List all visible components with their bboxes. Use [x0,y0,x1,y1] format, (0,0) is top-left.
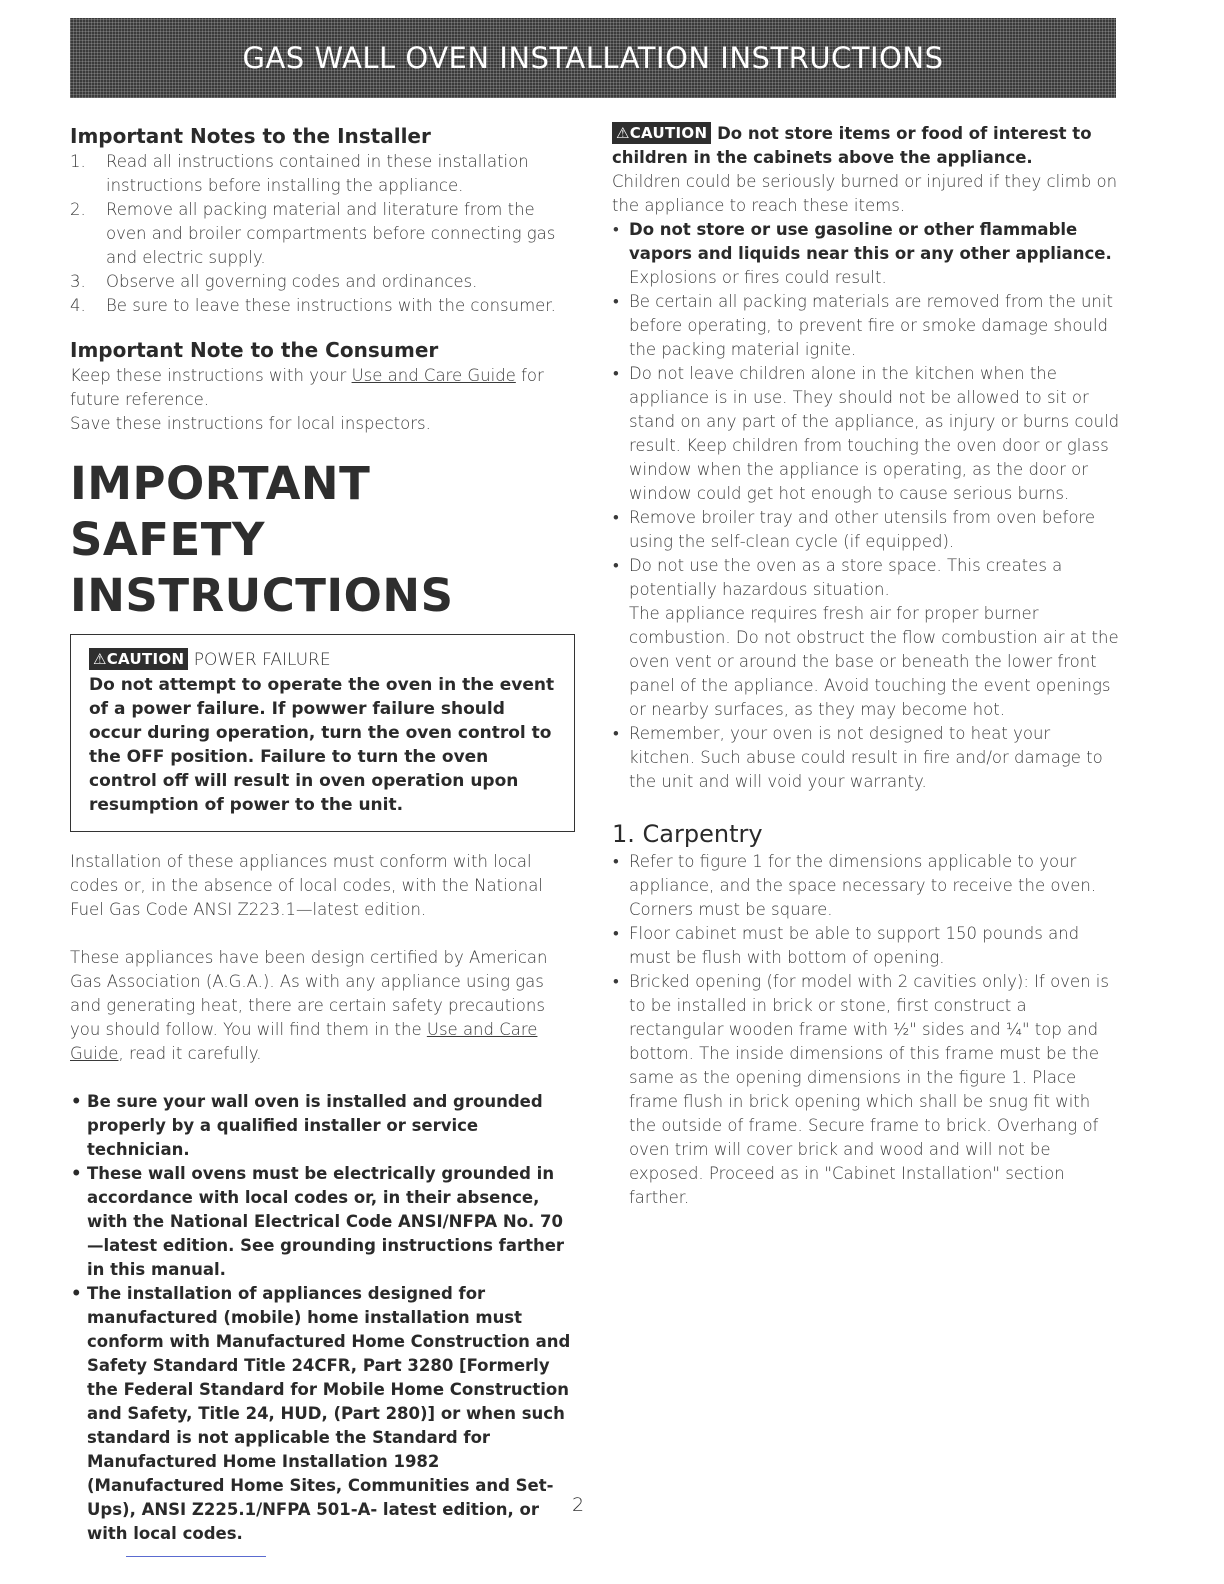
consumer-note-heading: Important Note to the Consumer [70,338,439,362]
bullet-icon: • [613,364,619,383]
list-item: • Do not leave children alone in the kitchen when the appliance is in use. They should not be allowed to sit or stand on any part of the appliance, as injury or burns could result. Keep children from touching the oven door or glass window when the appliance is operating, as the door or window could get hot enough to cause serious burns. [613,364,1120,503]
list-item: • Do not store or use gasoline or other flammable vapors and liquids near this or any other appliance. Explosions or fires could result. [613,220,1112,287]
certification-paragraph: These appliances have been design certified by American Gas Association (A.G.A.). As with any appliance using gas and generating heat, there are certain safety precautions you should follow. You will find them in the Use and Care Guide, read it carefully. [70,948,548,1063]
cabinet-caution-text: Children could be seriously burned or injured if they climb on the appliance to reach these items. [612,172,1118,215]
consumer-note-text: Keep these instructions with your Use and Care Guide for future reference. [70,366,544,409]
combustion-air-paragraph: The appliance requires fresh air for proper burner combustion. Do not obstruct the flow combustion air at the oven vent or around the base or beneath the lower front panel of the appliance. Avoid touching the event openings or nearby surfaces, as they may become hot. [629,604,1119,719]
list-item: • Bricked opening (for model with 2 cavities only): If oven is to be installed in brick or stone, first construct a rectangular wooden frame with ½" sides and ¼" top and bottom. The inside dimensions of this frame must be the same as the opening dimensions in the figure 1. Place frame flush in brick opening which shall be snug fit with the outside of frame. Secure frame to brick. Overhang of oven trim will cover brick and wood and will not be exposed. Proceed as in "Cabinet Installation" section farther. [613,972,1109,1207]
page-number: 2 [572,1494,585,1516]
list-item: • Be sure your wall oven is installed and grounded properly by a qualified installer or service technician. [71,1092,543,1159]
installation-paragraph: Installation of these appliances must conform with local codes or, in the absence of local codes, with the National Fuel Gas Code ANSI Z223.1—latest edition. [70,852,543,919]
bullet-icon: • [613,724,619,743]
bullet-icon: • [71,1284,82,1303]
consumer-note-save-text: Save these instructions for local inspectors. [70,414,431,433]
footer-rule [126,1556,266,1557]
list-item: • Refer to figure 1 for the dimensions applicable to your appliance, and the space necessary to receive the oven. Corners must be square. [613,852,1097,919]
bullet-icon: • [613,220,619,239]
bullet-icon: • [613,292,619,311]
power-failure-text: Do not attempt to operate the oven in the event of a power failure. If powwer failure should occur during operation, turn the oven control to the OFF position. Failure to turn the oven control off will result in oven operation upon resumption of power to the unit. [89,675,555,815]
warning-icon: ⚠ [93,650,107,668]
bullet-icon: • [71,1164,82,1183]
left-column [70,122,575,1546]
precaution-bullet-list [612,218,1120,794]
document-title: GAS WALL OVEN INSTALLATION INSTRUCTIONS [242,41,944,75]
list-item: • These wall ovens must be electrically grounded in accordance with local codes or, in their absence, with the National Electrical Code ANSI/NFPA No. 70—latest edition. See grounding instructions farther in this manual. [71,1164,565,1279]
carpentry-heading: 1. Carpentry [612,820,763,848]
list-item: 4. Be sure to leave these instructions with the consumer. [70,296,556,315]
caution-badge: ⚠CAUTION [612,122,711,144]
installer-notes-list [70,150,575,318]
use-and-care-guide-link[interactable]: Use and Care Guide [70,1020,538,1063]
cabinet-caution: ⚠CAUTION Do not store items or food of interest to children in the cabinets above the appliance. [612,124,1092,167]
bullet-icon: • [71,1092,82,1111]
list-item: • Floor cabinet must be able to support 150 pounds and must be flush with bottom of opening. [613,924,1080,967]
bullet-icon: • [613,556,619,575]
list-item: • Be certain all packing materials are removed from the unit before operating, to prevent fire or smoke damage should the packing material ignite. [613,292,1113,359]
warning-icon: ⚠ [616,124,630,142]
list-item: 2. Remove all packing material and literature from the oven and broiler compartments before connecting gas and electric supply. [70,200,556,267]
list-item: • Remember, your oven is not designed to heat your kitchen. Such abuse could result in fire and/or damage to the unit and will void your warranty. [613,724,1103,791]
bullet-icon: • [613,972,619,991]
safety-title: IMPORTANT SAFETY INSTRUCTIONS [70,457,454,622]
title-banner [70,18,1116,98]
bullet-icon: • [613,508,619,527]
caution-badge: ⚠CAUTION [89,648,188,670]
bullet-icon: • [613,852,619,871]
list-item: • Remove broiler tray and other utensils from oven before using the self-clean cycle (if equipped). [613,508,1096,551]
use-and-care-guide-link[interactable]: Use and Care Guide [351,366,516,385]
bullet-icon: • [613,924,619,943]
list-item: 3. Observe all governing codes and ordinances. [70,272,478,291]
list-item: 1. Read all instructions contained in these installation instructions before installing the appliance. [70,152,529,195]
carpentry-bullet-list [612,850,1120,1210]
safety-bullet-list [70,1090,575,1546]
right-column [612,122,1120,1210]
power-failure-heading: POWER FAILURE [193,650,331,670]
installer-notes-heading: Important Notes to the Installer [70,124,431,148]
power-failure-box [70,634,575,832]
list-item: • The installation of appliances designed for manufactured (mobile) home installation must conform with Manufactured Home Construction and Safety Standard Title 24CFR, Part 3280 [Formerly the Federal Standard for Mobile Home Construction and Safety, Title 24, HUD, (Part 280)] or when such standard is not applicable the Standard for Manufactured Home Installation 1982 (Manufactured Home Sites, Communities and Set-Ups), ANSI Z225.1/NFPA 501-A- latest edition, or with local codes. [71,1284,571,1543]
list-item: • Do not use the oven as a store space. This creates a potentially hazardous situation. The appliance requires fresh air for proper burner combustion. Do not obstruct the flow combustion air at the oven vent or around the base or beneath the lower front panel of the appliance. Avoid touching the event openings or nearby surfaces, as they may become hot. [612,554,1120,722]
